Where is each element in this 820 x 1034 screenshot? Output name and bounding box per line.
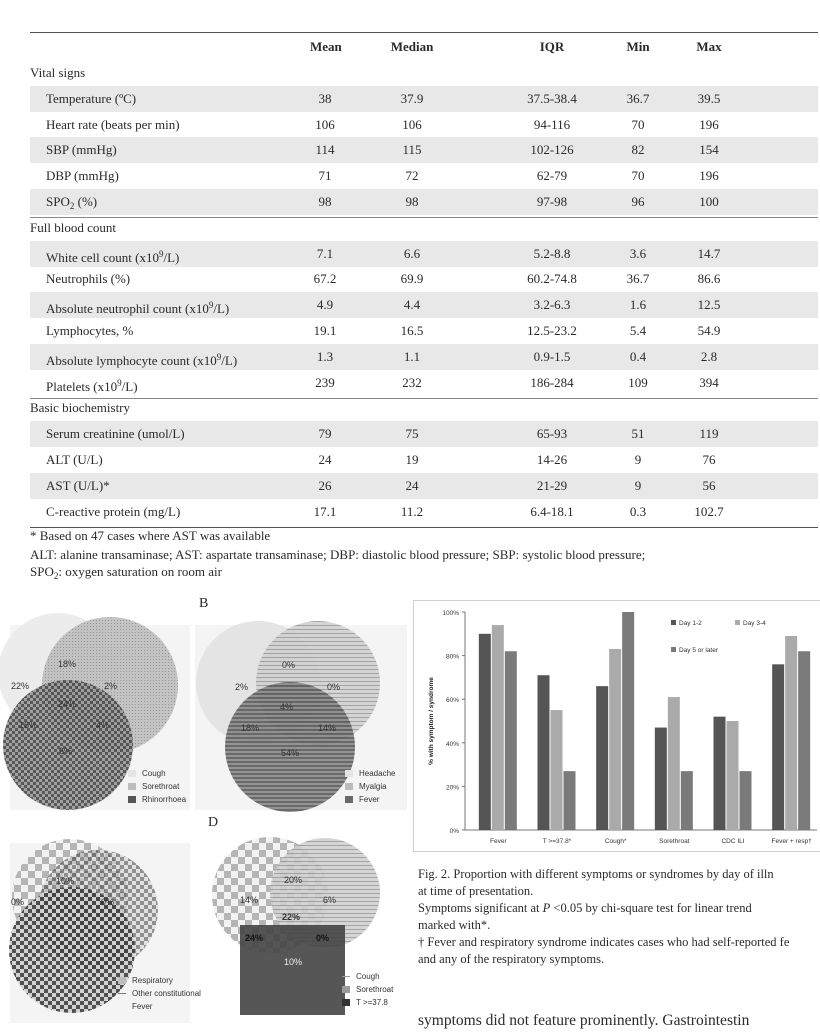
row-label-sup: 9 [159, 249, 164, 259]
legend-label: Rhinorrhoea [142, 795, 187, 804]
bar [622, 612, 634, 830]
cell-mean: 38 [318, 91, 332, 106]
cell-max: 119 [699, 426, 719, 441]
y-tick-label: 80% [445, 653, 459, 661]
y-tick-label: 100% [442, 610, 459, 617]
cell-mean: 26 [318, 478, 332, 493]
header-iqr: IQR [539, 39, 565, 54]
cell-max: 12.5 [697, 297, 721, 312]
legend-item [118, 987, 201, 1000]
table-row [30, 163, 818, 189]
table-row [30, 189, 818, 215]
row-label [46, 266, 130, 292]
row-label-text: Neutrophils (%) [46, 271, 131, 286]
bar [798, 651, 810, 830]
legend-swatch [118, 977, 126, 984]
bar [538, 675, 550, 830]
row-label-text: Heart rate (beats per min) [46, 117, 180, 132]
footnote-spo2-a: SPO [30, 564, 54, 579]
table-row [30, 266, 818, 292]
row-label-sup: 9 [208, 300, 214, 310]
row-label-text: AST (U/L)* [46, 478, 110, 493]
cell-mean: 79 [318, 426, 332, 441]
bar [505, 651, 517, 830]
row-label [46, 86, 136, 112]
legend-swatch [345, 796, 353, 803]
table-row [30, 499, 818, 525]
venn-d-value: 0% [316, 933, 330, 943]
cell-median: 11.2 [400, 504, 424, 519]
y-tick-label: 40% [445, 740, 459, 748]
venn-d-legend [342, 970, 393, 1009]
table-row [30, 473, 818, 499]
header-max: Max [696, 39, 722, 54]
cell-iqr: 3.2-6.3 [533, 297, 571, 312]
section-divider [30, 217, 818, 218]
cell-max: 86.6 [697, 271, 721, 286]
cell-mean: 71 [318, 168, 332, 183]
cell-min: 5.4 [629, 323, 647, 338]
cell-mean: 1.3 [316, 349, 334, 364]
venn-c-circle-fever [9, 887, 135, 1013]
row-label-after: (%) [74, 194, 98, 209]
row-label [46, 473, 110, 499]
x-tick-label: CDC ILI [721, 838, 745, 845]
cell-iqr: 97-98 [536, 194, 568, 209]
header-median: Median [390, 39, 434, 54]
venn-b-value: 4% [280, 702, 294, 712]
venn-d-value: 20% [284, 875, 303, 885]
row-label-after: /L) [163, 250, 180, 265]
cell-iqr: 6.4-18.1 [530, 504, 574, 519]
venn-c-value: 10% [56, 876, 75, 886]
cell-mean: 67.2 [313, 271, 337, 286]
legend-swatch [345, 770, 353, 777]
caption-line: at time of presentation. [418, 884, 534, 898]
cell-iqr: 62-79 [536, 168, 568, 183]
legend-label: Sorethroat [142, 782, 180, 791]
cell-max: 196 [699, 168, 719, 183]
venn-a-value: 6% [59, 746, 73, 756]
venn-c-legend [118, 974, 201, 1013]
bar [564, 771, 576, 830]
legend-item [128, 793, 186, 806]
venn-c-value: 0% [101, 897, 115, 907]
cell-min: 36.7 [626, 271, 650, 286]
cell-min: 96 [631, 194, 645, 209]
cell-max: 56 [702, 478, 716, 493]
caption-line [418, 900, 813, 917]
legend-label: T >=37.8 [356, 998, 388, 1007]
section-row [30, 395, 818, 421]
y-tick-label: 60% [445, 697, 459, 705]
venn-a-value: 18% [58, 659, 77, 669]
section-title: Full blood count [30, 219, 116, 235]
legend-swatch [118, 1003, 126, 1010]
row-label-text: SPO [46, 194, 70, 209]
cell-median: 37.9 [400, 91, 424, 106]
legend-item [128, 767, 186, 780]
legend-label: Cough [356, 972, 380, 981]
bar [551, 710, 563, 830]
cell-min: 82 [631, 142, 645, 157]
cell-iqr: 0.9-1.5 [533, 349, 571, 364]
panel-d-label: D [208, 815, 219, 830]
cell-min: 109 [628, 375, 648, 390]
bar [714, 717, 726, 830]
legend-swatch [128, 783, 136, 790]
venn-a-value: 24% [58, 699, 77, 709]
legend-item [342, 983, 393, 996]
caption-line: † Fever and respiratory syndrome indicates cases who had self-reported fe [418, 935, 790, 949]
cell-median: 69.9 [400, 271, 424, 286]
cell-median: 6.6 [403, 246, 421, 261]
legend-label: Day 5 or later [679, 647, 719, 654]
cell-iqr: 14-26 [536, 452, 568, 467]
row-label-text: Absolute neutrophil count (x10 [46, 301, 209, 316]
legend-swatch [345, 783, 353, 790]
venn-a-value: 22% [11, 681, 30, 691]
table-row [30, 292, 818, 318]
row-label-text: SBP (mmHg) [46, 142, 117, 157]
venn-c-value: 0% [11, 897, 25, 907]
cell-max: 196 [699, 117, 719, 132]
legend-item [342, 996, 393, 1009]
venn-d-value: 10% [284, 957, 303, 967]
table-footnote-ast: * Based on 47 cases where AST was available [30, 528, 271, 543]
legend-item [345, 767, 395, 780]
header-mean: Mean [310, 39, 342, 54]
cell-mean: 239 [315, 375, 335, 390]
row-label [46, 137, 117, 163]
cell-max: 39.5 [697, 91, 721, 106]
legend-swatch [671, 647, 676, 652]
legend-label: Day 1-2 [679, 620, 702, 627]
legend-item [118, 974, 201, 987]
footnote-spo2-b: : oxygen saturation on room air [58, 564, 222, 579]
cell-mean: 114 [315, 142, 335, 157]
venn-a-value: 16% [19, 720, 38, 730]
table-row [30, 447, 818, 473]
row-label-text: Absolute lymphocyte count (x10 [46, 353, 217, 368]
cell-min: 1.6 [629, 297, 647, 312]
cell-max: 2.8 [700, 349, 718, 364]
venn-a-value: 4% [96, 720, 110, 730]
cell-mean: 17.1 [313, 504, 337, 519]
venn-d-value: 6% [323, 895, 337, 905]
bar [596, 686, 608, 830]
bar-chart [413, 600, 820, 852]
cell-iqr: 60.2-74.8 [527, 271, 577, 286]
cell-min: 3.6 [629, 246, 647, 261]
legend-swatch [128, 770, 136, 777]
table-row [30, 370, 818, 396]
venn-a-legend [128, 767, 186, 806]
venn-a-value: 2% [104, 681, 118, 691]
legend-label: Myalgia [359, 782, 387, 791]
cell-iqr: 37.5-38.4 [527, 91, 577, 106]
caption-text: <0.05 by chi-square test for linear trend [550, 901, 752, 915]
cell-median: 106 [402, 117, 422, 132]
section-divider [30, 398, 818, 399]
bar [681, 771, 693, 830]
table-row [30, 421, 818, 447]
row-label-text: Lymphocytes, % [46, 323, 134, 338]
panel-b-label: B [199, 596, 209, 611]
row-label [46, 318, 133, 344]
legend-label: Other constitutional [132, 989, 201, 998]
x-tick-label: Sorethroat [659, 838, 690, 845]
cell-median: 4.4 [403, 297, 421, 312]
cell-median: 24 [405, 478, 419, 493]
table-header-row [30, 34, 818, 60]
legend-swatch [671, 620, 676, 625]
row-label-text: Serum creatinine (umol/L) [46, 426, 185, 441]
row-label [46, 499, 180, 525]
bar [740, 771, 752, 830]
row-label-after: /L) [221, 353, 238, 368]
cell-median: 19 [405, 452, 419, 467]
y-axis-label: % with symptom / syndrome [428, 677, 435, 765]
cell-iqr: 65-93 [536, 426, 568, 441]
cell-mean: 19.1 [313, 323, 337, 338]
cell-mean: 7.1 [316, 246, 334, 261]
table-row [30, 137, 818, 163]
body-text: symptoms did not feature prominently. Gastrointestin [418, 1012, 750, 1029]
row-label-after: /L) [121, 379, 138, 394]
x-tick-label: T >=37.8* [542, 838, 572, 845]
legend-item [345, 793, 395, 806]
section-row [30, 60, 818, 86]
cell-min: 0.4 [629, 349, 647, 364]
cell-median: 115 [402, 142, 422, 157]
bar [772, 664, 784, 830]
cell-min: 51 [631, 426, 645, 441]
section-row [30, 215, 818, 241]
bar [727, 721, 739, 830]
table-top-rule [30, 32, 818, 33]
table-row [30, 318, 818, 344]
legend-label: Cough [142, 769, 166, 778]
venn-b-value: 2% [235, 682, 249, 692]
row-label-text: DBP (mmHg) [46, 168, 119, 183]
caption-p-symbol: P [542, 901, 551, 915]
cell-median: 232 [402, 375, 422, 390]
cell-max: 100 [699, 194, 719, 209]
cell-min: 36.7 [626, 91, 650, 106]
cell-iqr: 186-284 [530, 375, 574, 390]
y-tick-label: 0% [449, 828, 459, 835]
bar [785, 636, 797, 830]
venn-b-value: 54% [281, 748, 300, 758]
legend-swatch [342, 999, 350, 1006]
legend-swatch [128, 796, 136, 803]
section-title: Vital signs [30, 65, 86, 80]
cell-max: 14.7 [697, 246, 721, 261]
row-label-sub: 2 [69, 201, 75, 211]
cell-iqr: 5.2-8.8 [533, 246, 571, 261]
row-label [46, 447, 103, 473]
row-label-sup: 9 [216, 352, 222, 362]
cell-mean: 106 [315, 117, 335, 132]
legend-label: Sorethroat [356, 985, 394, 994]
cell-max: 154 [699, 142, 719, 157]
cell-mean: 24 [318, 452, 332, 467]
caption-line: marked with*. [418, 918, 491, 932]
bar [655, 728, 667, 830]
legend-swatch [735, 620, 740, 625]
row-label [46, 421, 185, 447]
cell-mean: 98 [318, 194, 332, 209]
venn-b-legend [345, 767, 395, 806]
cell-iqr: 21-29 [536, 478, 568, 493]
cell-max: 394 [699, 375, 719, 390]
row-label-after: /L) [213, 301, 230, 316]
legend-swatch [342, 986, 350, 993]
venn-b-value: 0% [282, 660, 296, 670]
bar [479, 634, 491, 830]
legend-label: Day 3-4 [743, 620, 766, 627]
header-min: Min [626, 39, 650, 54]
x-tick-label: Fever [490, 838, 507, 845]
cell-max: 76 [702, 452, 716, 467]
row-label-text: C-reactive protein (mg/L) [46, 504, 181, 519]
cell-max: 54.9 [697, 323, 721, 338]
legend-label: Fever [359, 795, 380, 804]
x-tick-label: Cough* [604, 838, 627, 845]
venn-b-value: 0% [327, 682, 341, 692]
bar [609, 649, 621, 830]
cell-median: 72 [405, 168, 419, 183]
cell-iqr: 102-126 [530, 142, 574, 157]
bar [492, 625, 504, 830]
venn-d-value: 24% [245, 933, 264, 943]
cell-median: 1.1 [403, 349, 421, 364]
legend-item [345, 780, 395, 793]
cell-median: 98 [405, 194, 419, 209]
table-row [30, 86, 818, 112]
row-label-sup: 9 [117, 378, 122, 388]
row-label-text: Platelets (x10 [46, 379, 118, 394]
table-row [30, 344, 818, 370]
row-label-text: Temperature (ºC) [46, 91, 137, 106]
x-tick-label: Fever + resp† [771, 838, 812, 845]
row-label-text: White cell count (x10 [46, 250, 159, 265]
venn-d-value: 22% [282, 912, 301, 922]
table-row [30, 241, 818, 267]
cell-min: 9 [634, 478, 642, 493]
legend-label: Respiratory [132, 976, 173, 985]
caption-line: and any of the respiratory symptoms. [418, 952, 605, 966]
section-title: Basic biochemistry [30, 400, 131, 416]
footnote-spo2-sub: 2 [53, 571, 59, 581]
cell-min: 0.3 [629, 504, 647, 519]
legend-swatch [118, 993, 126, 995]
row-label [46, 112, 180, 138]
legend-item [342, 970, 393, 983]
cell-mean: 4.9 [316, 297, 334, 312]
cell-min: 70 [631, 168, 645, 183]
cell-iqr: 94-116 [533, 117, 571, 132]
legend-label: Fever [132, 1002, 153, 1011]
legend-item [128, 780, 186, 793]
venn-d-value: 14% [240, 895, 259, 905]
table-row [30, 112, 818, 138]
caption-text: Symptoms significant at [418, 901, 543, 915]
venn-b-value: 18% [241, 723, 260, 733]
caption-line: Fig. 2. Proportion with different symptoms or syndromes by day of illn [418, 867, 774, 881]
bar [668, 697, 680, 830]
cell-median: 75 [405, 426, 419, 441]
legend-item [118, 1000, 201, 1013]
cell-iqr: 12.5-23.2 [527, 323, 577, 338]
table-footnote-abbrev: ALT: alanine transaminase; AST: aspartate transaminase; DBP: diastolic blood pressure; SBP: systolic blood pressure; [30, 547, 646, 562]
legend-label: Headache [359, 769, 396, 778]
legend-swatch [342, 976, 350, 978]
row-label-text: ALT (U/L) [46, 452, 103, 467]
y-tick-label: 20% [445, 784, 459, 792]
cell-min: 9 [634, 452, 642, 467]
cell-median: 16.5 [400, 323, 424, 338]
venn-b-value: 14% [318, 723, 337, 733]
table-footnote-spo2 [30, 564, 222, 581]
cell-min: 70 [631, 117, 645, 132]
row-label [46, 163, 119, 189]
cell-max: 102.7 [694, 504, 724, 519]
figure-caption [418, 866, 813, 968]
